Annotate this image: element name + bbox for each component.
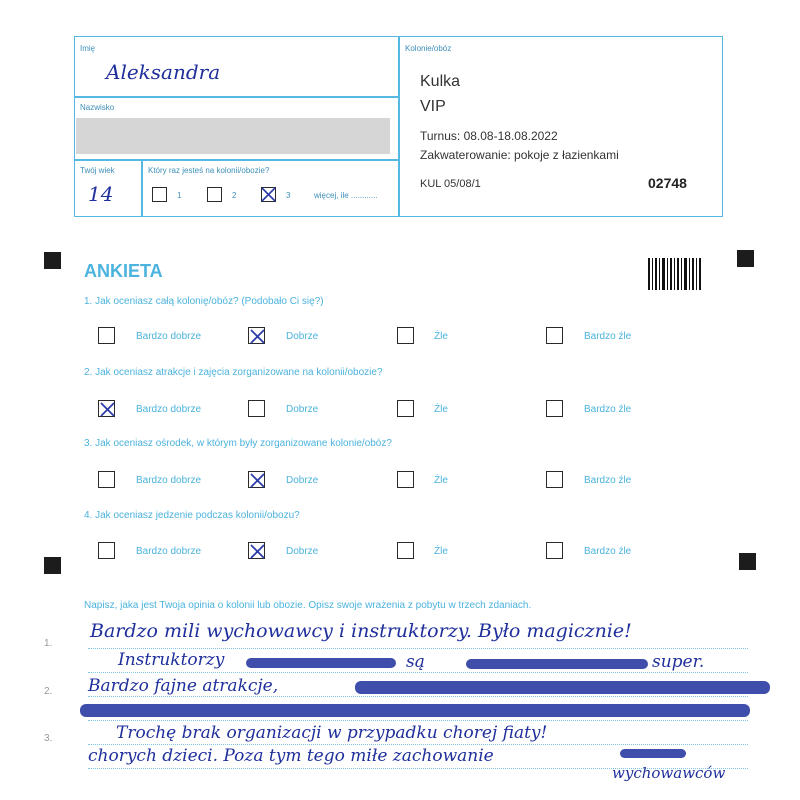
form-number: 02748	[648, 175, 687, 191]
question-text: 4. Jak oceniasz jedzenie podczas kolonii/obozu?	[84, 510, 300, 521]
scribble	[355, 681, 770, 694]
answer-label: Źle	[434, 546, 448, 557]
answer-checkbox[interactable]	[546, 542, 563, 559]
corner-marker	[737, 250, 754, 267]
answer-checkbox[interactable]	[546, 471, 563, 488]
times-option-3: 3	[286, 191, 291, 200]
answer-checkbox[interactable]	[248, 327, 265, 344]
times-label: Który raz jesteś na kolonii/obozie?	[148, 166, 270, 175]
answer-label: Bardzo źle	[584, 404, 632, 415]
answer-checkbox[interactable]	[546, 327, 563, 344]
question-text: 2. Jak oceniasz atrakcje i zajęcia zorganizowane na kolonii/obozie?	[84, 367, 383, 378]
answer-checkbox[interactable]	[397, 471, 414, 488]
writing-line	[88, 744, 748, 745]
times-checkbox-2[interactable]	[207, 187, 222, 202]
age-label: Twój wiek	[80, 166, 115, 175]
header-col-divider	[141, 159, 143, 217]
surname-redaction	[76, 118, 390, 154]
scribble	[80, 704, 750, 717]
answer-checkbox[interactable]	[248, 471, 265, 488]
opinion-prompt: Napisz, jaka jest Twoja opinia o kolonii lub obozie. Opisz swoje wrażenia z pobytu w trzech zdaniach.	[84, 600, 532, 611]
writing-line	[88, 648, 748, 649]
survey-title: ANKIETA	[84, 261, 163, 281]
line-number: 3.	[44, 733, 53, 744]
times-option-2: 2	[232, 191, 237, 200]
answer-label: Dobrze	[286, 404, 319, 415]
answer-checkbox[interactable]	[98, 327, 115, 344]
answer-label: Bardzo dobrze	[136, 475, 202, 486]
handwriting-line: super.	[652, 652, 705, 672]
writing-line	[88, 672, 748, 673]
answer-label: Bardzo dobrze	[136, 404, 202, 415]
header-row-divider	[74, 159, 399, 161]
barcode-icon	[648, 258, 702, 290]
answer-label: Dobrze	[286, 331, 319, 342]
x-mark-icon	[261, 187, 276, 202]
corner-marker	[44, 557, 61, 574]
answer-label: Źle	[434, 331, 448, 342]
age-value: 14	[88, 182, 114, 206]
writing-line	[88, 720, 748, 721]
answer-checkbox[interactable]	[248, 542, 265, 559]
camp-variant: VIP	[420, 98, 446, 115]
name-label: Imię	[80, 44, 96, 53]
answer-label: Źle	[434, 404, 448, 415]
camp-code: KUL 05/08/1	[420, 178, 481, 190]
handwriting-line: Instruktorzy	[118, 650, 225, 670]
handwriting-line: Bardzo fajne atrakcje,	[88, 676, 279, 696]
scribble	[246, 658, 396, 668]
answer-checkbox[interactable]	[397, 400, 414, 417]
corner-marker	[44, 252, 61, 269]
accommodation: Zakwaterowanie: pokoje z łazienkami	[420, 148, 619, 162]
answer-checkbox[interactable]	[546, 400, 563, 417]
corner-marker	[739, 553, 756, 570]
answer-checkbox[interactable]	[248, 400, 265, 417]
handwriting-line: Bardzo mili wychowawcy i instruktorzy. Było magicznie!	[90, 620, 632, 642]
answer-label: Dobrze	[286, 546, 319, 557]
answer-checkbox[interactable]	[98, 400, 115, 417]
answer-checkbox[interactable]	[397, 542, 414, 559]
handwriting-line: Trochę brak organizacji w przypadku chorej fiaty!	[116, 723, 548, 743]
turnus: Turnus: 08.08-18.08.2022	[420, 129, 558, 143]
question-text: 3. Jak oceniasz ośrodek, w którym były zorganizowane kolonie/obóz?	[84, 438, 392, 449]
scribble	[620, 749, 686, 758]
times-checkbox-3[interactable]	[261, 187, 276, 202]
x-mark-icon	[247, 326, 268, 347]
times-more: więcej, ile ............	[314, 191, 378, 200]
handwriting-line: są	[406, 652, 425, 672]
answer-label: Bardzo źle	[584, 546, 632, 557]
writing-line	[88, 696, 748, 697]
x-mark-icon	[247, 541, 268, 562]
handwriting-line: chorych dzieci. Poza tym tego miłe zachowanie	[88, 746, 494, 766]
handwriting-line: wychowawców	[612, 764, 726, 782]
times-option-1: 1	[177, 191, 182, 200]
x-mark-icon	[247, 470, 268, 491]
name-value: Aleksandra	[106, 60, 221, 84]
question-text: 1. Jak oceniasz całą kolonię/obóz? (Podobało Ci się?)	[84, 296, 324, 307]
answer-label: Bardzo dobrze	[136, 331, 202, 342]
camp-label: Kolonie/obóz	[405, 44, 452, 53]
answer-checkbox[interactable]	[98, 542, 115, 559]
header-divider	[398, 36, 400, 217]
answer-label: Dobrze	[286, 475, 319, 486]
answer-label: Bardzo źle	[584, 475, 632, 486]
answer-checkbox[interactable]	[98, 471, 115, 488]
surname-label: Nazwisko	[80, 103, 115, 112]
answer-checkbox[interactable]	[397, 327, 414, 344]
line-number: 1.	[44, 638, 53, 649]
camp-name: Kulka	[420, 73, 461, 90]
header-row-divider	[74, 96, 399, 98]
line-number: 2.	[44, 686, 53, 697]
times-checkbox-1[interactable]	[152, 187, 167, 202]
answer-label: Bardzo dobrze	[136, 546, 202, 557]
x-mark-icon	[97, 399, 118, 420]
answer-label: Źle	[434, 475, 448, 486]
scribble	[466, 659, 648, 669]
answer-label: Bardzo źle	[584, 331, 632, 342]
